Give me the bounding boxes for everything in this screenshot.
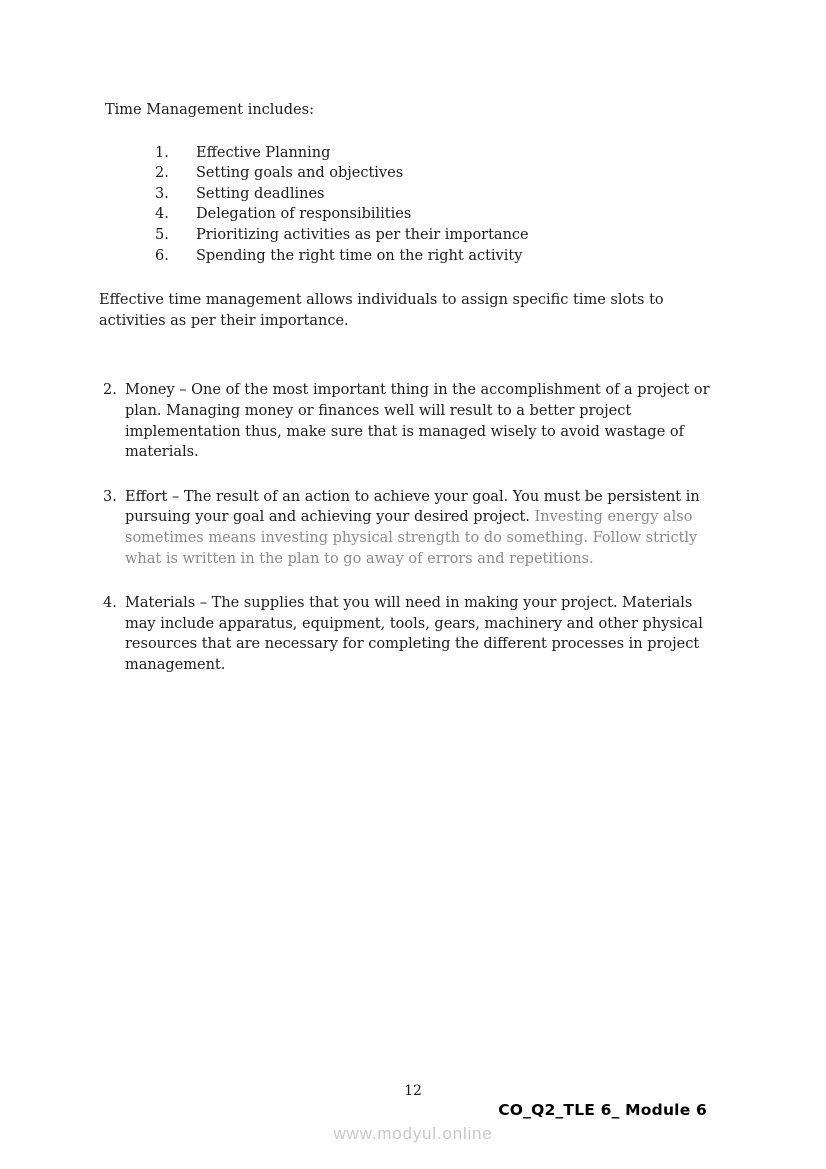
list-item-number: 2. (103, 382, 117, 399)
list-item-number: 3. (155, 185, 169, 202)
list-item-number: 5. (155, 226, 169, 243)
time-management-list (155, 143, 721, 267)
list-item-materials (103, 593, 721, 675)
list-item-money (103, 380, 721, 462)
item-text-black: Materials – The supplies that you will need in making your project. Materials may include apparatus, equipment, tools, gears, machinery and other physical resources that are necessary for completing the different processes in project management. (125, 595, 703, 673)
list-item-text (125, 380, 721, 462)
list-item-number: 2. (155, 165, 169, 182)
list-item-number: 1. (155, 144, 169, 161)
list-item-label: Setting goals and objectives (196, 165, 404, 182)
watermark: www.modyul.online (333, 1124, 493, 1143)
list-item-number: 3. (103, 488, 117, 505)
module-code-footer: CO_Q2_TLE 6_ Module 6 (498, 1101, 707, 1119)
section-heading: Time Management includes: (105, 102, 314, 118)
item-text-gray: Investing energy also sometimes means investing physical strength to do something. Follow strictly what is written in the plan to go away of errors and repetitions. (125, 509, 698, 567)
list-item-label: Delegation of responsibilities (196, 206, 412, 223)
item-text-black: Money – One of the most important thing in the accomplishment of a project or plan. Managing money or finances well will result to a better project implementation thus, make sure that is managed wisely to avoid wastage of materials. (125, 382, 710, 461)
list-item (155, 184, 721, 205)
list-item-text (125, 593, 721, 675)
page-content (99, 100, 721, 675)
list-item (155, 246, 721, 267)
list-item-label: Setting deadlines (196, 185, 325, 202)
list-item-number: 4. (103, 595, 117, 612)
list-item (155, 204, 721, 225)
list-item (155, 163, 721, 184)
page-number: 12 (404, 1083, 422, 1099)
list-item-number: 6. (155, 247, 169, 264)
list-item-effort (103, 487, 721, 569)
list-item-number: 4. (155, 206, 169, 223)
item-text-black: Effort – The result of an action to achieve your goal. You must be persistent in pursuing your goal and achieving your desired project. (125, 488, 700, 526)
list-item-label: Effective Planning (196, 144, 331, 161)
list-item-label: Prioritizing activities as per their importance (196, 226, 529, 243)
list-item-text (125, 487, 721, 569)
summary-paragraph: Effective time management allows individuals to assign specific time slots to activities as per their importance. (99, 292, 664, 329)
list-item (155, 143, 721, 164)
list-item (155, 225, 721, 246)
list-item-label: Spending the right time on the right activity (196, 247, 523, 264)
